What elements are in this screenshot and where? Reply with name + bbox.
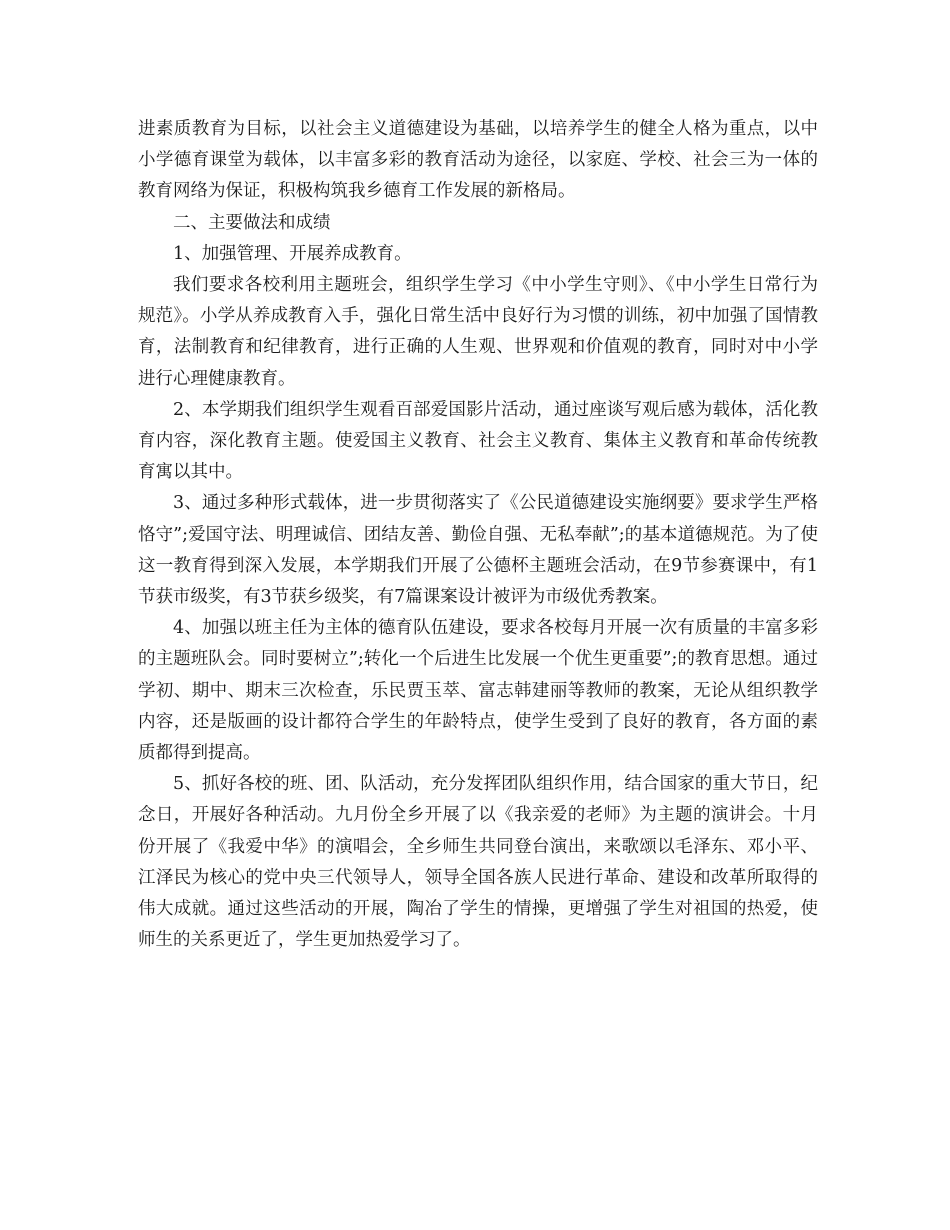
section-heading: 二、主要做法和成绩 (173, 212, 331, 233)
document-body (138, 114, 818, 956)
paragraph-item-5: 5、抓好各校的班、团、队活动，充分发挥团队组织作用，结合国家的重大节日，纪念日，开展好各种活动。九月份全乡开展了以《我亲爱的老师》为主题的演讲会。十月份开展了《我爱中华》的演唱会，全乡师生共同登台演出，来歌颂以毛泽东、邓小平、江泽民为核心的党中央三代领导人，领导全国各族人民进行革命、建设和改革所取得的伟大成就。通过这些活动的开展，陶冶了学生的情操，更增强了学生对祖国的热爱，使师生的关系更近了，学生更加热爱学习了。 (138, 774, 818, 951)
paragraph-item-2: 2、本学期我们组织学生观看百部爱国影片活动，通过座谈写观后感为载体，活化教育内容，深化教育主题。使爱国主义教育、社会主义教育、集体主义教育和革命传统教育寓以其中。 (138, 399, 818, 483)
paragraph-item-4: 4、加强以班主任为主体的德育队伍建设，要求各校每月开展一次有质量的丰富多彩的主题班队会。同时要树立”;转化一个后进生比发展一个优生更重要”;的教育思想。通过学初、期中、期末三次检查，乐民贾玉萃、富志韩建丽等教师的教案，无论从组织教学内容，还是版画的设计都符合学生的年龄特点，使学生受到了良好的教育，各方面的素质都得到提高。 (138, 618, 818, 764)
paragraph-item-3: 3、通过多种形式载体，进一步贯彻落实了《公民道德建设实施纲要》要求学生严格恪守”;爱国守法、明理诚信、团结友善、勤俭自强、无私奉献”;的基本道德规范。为了使这一教育得到深入发展，本学期我们开展了公德杯主题班会活动，在9节参赛课中，有1节获市级奖，有3节获乡级奖，有7篇课案设计被评为市级优秀教案。 (138, 493, 818, 608)
subheading-item-1: 1、加强管理、开展养成教育。 (173, 243, 412, 264)
paragraph-item-1-body: 我们要求各校利用主题班会，组织学生学习《中小学生守则》、《中小学生日常行为规范》。小学从养成教育入手，强化日常生活中良好行为习惯的训练，初中加强了国情教育，法制教育和纪律教育，进行正确的人生观、世界观和价值观的教育，同时对中小学进行心理健康教育。 (138, 275, 818, 389)
paragraph-continuation: 进素质教育为目标，以社会主义道德建设为基础，以培养学生的健全人格为重点，以中小学德育课堂为载体，以丰富多彩的教育活动为途径，以家庭、学校、社会三为一体的教育网络为保证，积极构筑我乡德育工作发展的新格局。 (138, 119, 818, 202)
